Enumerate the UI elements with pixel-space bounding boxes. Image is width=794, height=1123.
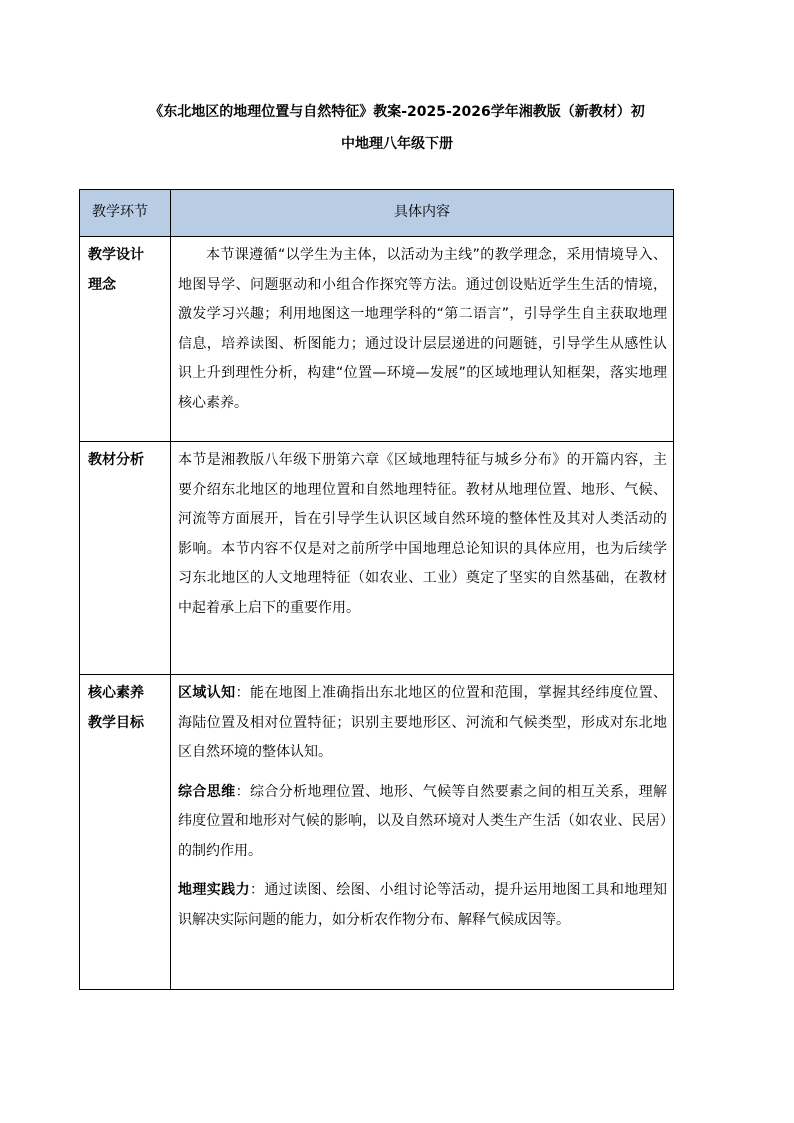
row-label-design-philosophy: 教学设计 理念 (80, 237, 171, 442)
row-content-core-literacy-goals (171, 675, 674, 990)
table-row (80, 237, 674, 442)
goal-regional-cognition: 区域认知：能在地图上准确指出东北地区的位置和范围，掌握其经纬度位置、海陆位置及相对位置特征；识别主要地形区、河流和气候类型，形成对东北地区自然环境的整体认知。 (178, 685, 668, 760)
goal-geographic-practice: 地理实践力：通过读图、绘图、小组讨论等活动，提升运用地图工具和地理知识解决实际问题的能力，如分析农作物分布、解释气候成因等。 (178, 882, 668, 928)
row-label-textbook-analysis: 教材分析 (80, 442, 171, 675)
table-row (80, 675, 674, 990)
row-content-textbook-analysis (171, 442, 674, 675)
table-header-row (80, 190, 674, 237)
design-philosophy-text: 本节课遵循“以学生为主体，以活动为主线”的教学理念，采用情境导入、地图导学、问题驱动和小组合作探究等方法。通过创设贴近学生生活的情境，激发学习兴趣；利用地图这一地理学科的“第二语言”，引导学生自主获取地理信息，培养读图、析图能力；通过设计层层递进的问题链，引导学生从感性认识上升到理性分析，构建“位置—环境—发展”的区域地理认知框架，落实地理核心素养。 (178, 247, 667, 411)
header-content: 具体内容 (171, 190, 674, 237)
title-line-1: 《东北地区的地理位置与自然特征》教案-2025-2026学年湘教版（新教材）初 (149, 104, 645, 120)
lesson-plan-table (79, 189, 674, 990)
row-content-design-philosophy (171, 237, 674, 442)
table-row (80, 442, 674, 675)
textbook-analysis-text: 本节是湘教版八年级下册第六章《区域地理特征与城乡分布》的开篇内容，主要介绍东北地区的地理位置和自然地理特征。教材从地理位置、地形、气候、河流等方面展开，旨在引导学生认识区域自然环境的整体性及其对人类活动的影响。本节内容不仅是对之前所学中国地理总论知识的具体应用，也为后续学习东北地区的人文地理特征（如农业、工业）奠定了坚实的自然基础，在教材中起着承上启下的重要作用。 (178, 452, 667, 616)
header-teaching-stage: 教学环节 (80, 190, 171, 237)
goal-integrated-thinking: 综合思维：综合分析地理位置、地形、气候等自然要素之间的相互关系，理解纬度位置和地形对气候的影响，以及自然环境对人类生产生活（如农业、民居）的制约作用。 (178, 783, 668, 859)
title-line-2: 中地理八年级下册 (341, 136, 453, 152)
row-label-core-literacy-goals: 核心素养 教学目标 (80, 675, 171, 990)
document-title (100, 96, 694, 160)
